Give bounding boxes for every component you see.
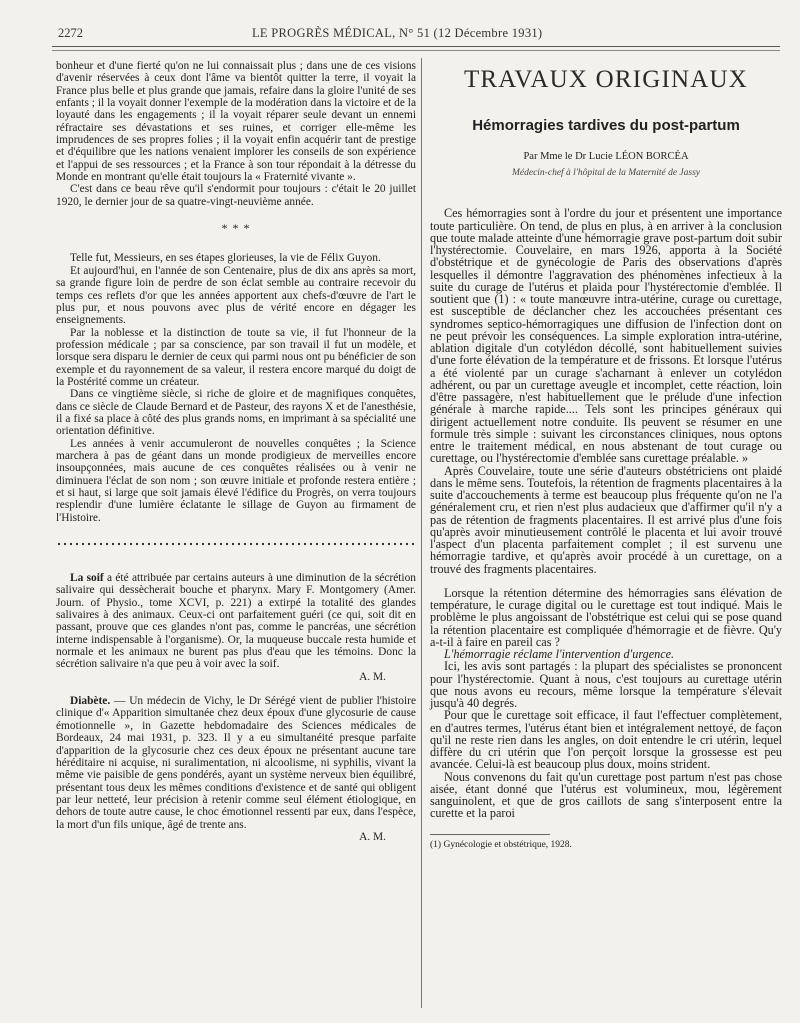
column-divider (421, 58, 422, 1008)
header-rule-secondary (52, 50, 780, 51)
section-title: TRAVAUX ORIGINAUX (463, 66, 749, 93)
note-text: — Un médecin de Vichy, le Dr Sérégé vient de publier l'histoire clinique d'« Apparition simultanée chez deux époux d'une glycosurie de cause émotionnelle », in Gazette hebdomadaire des Sciences médicales de Bordeaux, 24 mai 1931, p. 323. Il y a eu simultanéité presque parfaite d'apparition de la glycosurie chez ces deux époux ne présentant aucune tare héréditaire ni acquise, ni suralimentation, ni alcoolisme, ni syphilis, vivant la même vie paisible de gens pondérés, ayant un système nerveux bien équilibré, présentant tous deux les mêmes conditions d'existence et de santé qui obligent par leur netteté, leur précision à retenir comme seul élément étiologique, en dehors de toute autre cause, le choc émotionnel ressenti par eux, dans l'espèce, la mort d'un fils unique, âgé de trente ans. (56, 695, 416, 831)
paragraph: Ici, les avis sont partagés : la plupart des spécialistes se prononcent pour l'hystérectomie. Quant à nous, c'est toujours au curettage utérin que nous avons eu recours, même lorsque la température s'élevait jusqu'à 40 degrés. (430, 659, 782, 711)
note-run-in: La soif (70, 572, 104, 585)
note-diabete (56, 695, 416, 831)
note-run-in: Diabète. (70, 695, 111, 708)
left-column (56, 60, 416, 843)
paragraph: bonheur et d'une fierté qu'on ne lui connaissait plus ; dans une de ces visions d'avenir réservées à ceux dont l'âme va bientôt quitter la terre, il voyait la France plus belle et plus grande que jamais, refaire dans la gloire l'unité de ses enfants ; il la voyait donner l'exemple de la modération dans la victoire et de la loyauté dans les engagements ; il la voyait réparer seule devant un ennemi réfractaire ses dévastations et ses ruines, et corriger elle-même les imprudences de ses propres folies ; il la voyait enfin acquérir tant de prestige et d'équilibre que les nations venaient implorer les conseils de son expérience et l'appui de ses ressources ; et la France à son tour répondait à la détresse du Monde en montrant qu'elle était toujours la « Fraternité vivante ». (56, 60, 416, 184)
paragraph: Dans ce vingtième siècle, si riche de gloire et de magnifiques conquêtes, dans ce siècle de Claude Bernard et de Pasteur, des rayons X et de l'anesthésie, il a fixé sa place à côté des plus grands noms, en imprimant à sa spécialité une orientation définitive. (56, 388, 416, 438)
asterism: * * * (221, 221, 251, 236)
paragraph: C'est dans ce beau rêve qu'il s'endormit pour toujours : c'était le 20 juillet 1920, le dernier jour de sa quatre-vingt-neuvième année. (56, 183, 416, 208)
page-number: 2272 (58, 26, 83, 40)
header-rule (52, 46, 780, 47)
footnote: (1) Gynécologie et obstétrique, 1928. (430, 839, 572, 850)
paragraph: Nous convenons du fait qu'un curettage post partum n'est pas chose aisée, étant donné que l'utérus est volumineux, mou, légèrement sanguinolent, et que de gros caillots de sang s'interposent entre la curette et la paroi (430, 769, 782, 821)
signature: A. M. (359, 830, 386, 843)
footnote-rule (430, 834, 550, 835)
running-title: LE PROGRÈS MÉDICAL, N° 51 (12 Décembre 1931) (252, 26, 543, 40)
paragraph: Par la noblesse et la distinction de toute sa vie, il fut l'honneur de la profession médicale ; par sa conscience, par son travail il fut un modèle, et lorsque sera disparu le dernier de ceux qui parmi nous ont pu bénéficier de son exemple et du rayonnement de sa valeur, il restera encore marqué du doigt de la Postérité comme un créateur. (56, 326, 416, 388)
paragraph: Ces hémorragies sont à l'ordre du jour et présentent une importance toute particulière. On tend, de plus en plus, à en arriver à la conclusion que toute malade atteinte d'une hémorragie grave post-partum doit subir l'hystérectomie. Couvelaire, en mars 1926, apporta à la Société d'obstétrique et de gynécologie de Paris des observations d'après lesquelles il démontre l'aggravation des phénomènes infectieux à la suite du curage de l'utérus et plaida pour l'hystérectomie d'emblée. Il soutient que (1) : « toute manœuvre intra-utérine, curage ou curettage, est susceptible de déclancher chez les accouchées présentant ces syndromes septico-hémorragiques une diffusion de l'infection dont on ne peut prévoir les conséquences. La simple exploration intra-utérine, ablation digitale d'un cotylédon décollé, sont habituellement suivies d'une forte élévation de la température et de frissons. Et lorsque l'utérus a été violenté par un curage s'acharnant à enlever un cotylédon adhérent, ou par un curettage aveugle et incomplet, cette réaction, loin d'être passagère, n'est habituellement que le prélude d'une infection générale à marche rapide.... Tels sont les principes généraux qui dirigent actuellement notre conduite. Ils peuvent se résumer en une formule très simple : suivant les circonstances cliniques, nous optons entre le traitement médical, en nous abstenant de tout curage ou curettage, ou l'hystérectomie d'emblée sans curettage préalable. » (430, 206, 782, 466)
note-soif (56, 572, 416, 671)
article-title: Hémorragies tardives du post-partum (472, 117, 740, 135)
note-text: a été attribuée par certains auteurs à une diminution de la sécrétion salivaire qui dessècherait bouche et pharynx. Mary F. Montgomery (Amer. Journ. of Physio., tome XCVI, p. 221) a extirpé la totalité des glandes salivaires à des animaux. Ceux-ci ont parfaitement guéri (ce qui, soit dit en passant, prouve que ces glandes n'ont pas, comme le pancréas, une sécrétion interne indispensable à l'organisme). Or, la muqueuse buccale resta humide et normale et les animaux ne burent pas plus d'eau que les témoins. Donc la sécrétion salivaire n'a que peu à voir avec la soif. (56, 572, 416, 671)
paragraph: Telle fut, Messieurs, en ses étapes glorieuses, la vie de Félix Guyon. (70, 252, 381, 265)
paragraph: Et aujourd'hui, en l'année de son Centenaire, plus de dix ans après sa mort, sa grande figure loin de perdre de son éclat semble au contraire recevoir du temps ces reflets d'or que les années apportent aux chefs-d'œuvre de l'art le plus pur, et nous pouvons avec plus de vérité encore en dégager les enseignements. (56, 264, 416, 327)
author-byline: Par Mme le Dr Lucie LÉON BORCÉA (523, 150, 689, 162)
dotted-separator (56, 542, 416, 546)
paragraph: Lorsque la rétention détermine des hémorragies sans élévation de température, le curage digital ou le curettage est tout indiqué. Mais le problème le plus angoissant de l'obstétrique est celui qui se pose quand la rétention placentaire est compliquée d'hémorragie et de fièvre. Qu'y a-t-il à faire en pareil cas ? (430, 585, 782, 649)
paragraph: Pour que le curettage soit efficace, il faut l'effectuer complètement, en d'autres termes, l'utérus étant bien et intégralement nettoyé, de façon qu'il ne reste rien dans les angles, on doit entendre le cri utérin, lequel diffère du cri utérin que l'on perçoit lorsque la grossesse est peu avancée. Celui-là est beaucoup plus doux, moins strident. (430, 708, 782, 772)
paragraph: Les années à venir accumuleront de nouvelles conquêtes ; la Science marchera à pas de géant dans un monde prodigieux de merveilles encore insoupçonnées, mais aucune de ces conquêtes réalisées ou à venir ne diminuera l'éclat de son nom ; son œuvre initiale et profonde restera entière ; et si haut, si large que soit jamais élevé l'édifice du Progrès, on verra toujours resplendir d'une lumière éclatante le sillage de Guyon au firmament de l'Histoire. (56, 437, 416, 524)
author-affiliation: Médecin-chef à l'hôpital de la Maternité de Jassy (511, 168, 700, 179)
paragraph-italic: L'hémorragie réclame l'intervention d'urgence. (444, 647, 675, 662)
paragraph: Après Couvelaire, toute une série d'auteurs obstétriciens ont plaidé dans le même sens. Toutefois, la rétention de fragments placentaires à la suite d'accouchements à terme est beaucoup plus fréquente qu'on ne l'a généralement cru, et rien n'est plus audacieux que d'affirmer qu'il n'y a pas de rétention de fragments placentaires. Il est arrivé plus d'une fois qu'après avoir minutieusement contrôlé le placenta et lui avoir trouvé l'aspect d'un placenta parfaitement complet ; il est survenu une hémorragie tardive, et qu'après avoir procédé à un curettage, on a trouvé des fragments placentaires. (430, 463, 782, 576)
right-column (430, 60, 782, 851)
signature: A. M. (359, 670, 386, 683)
